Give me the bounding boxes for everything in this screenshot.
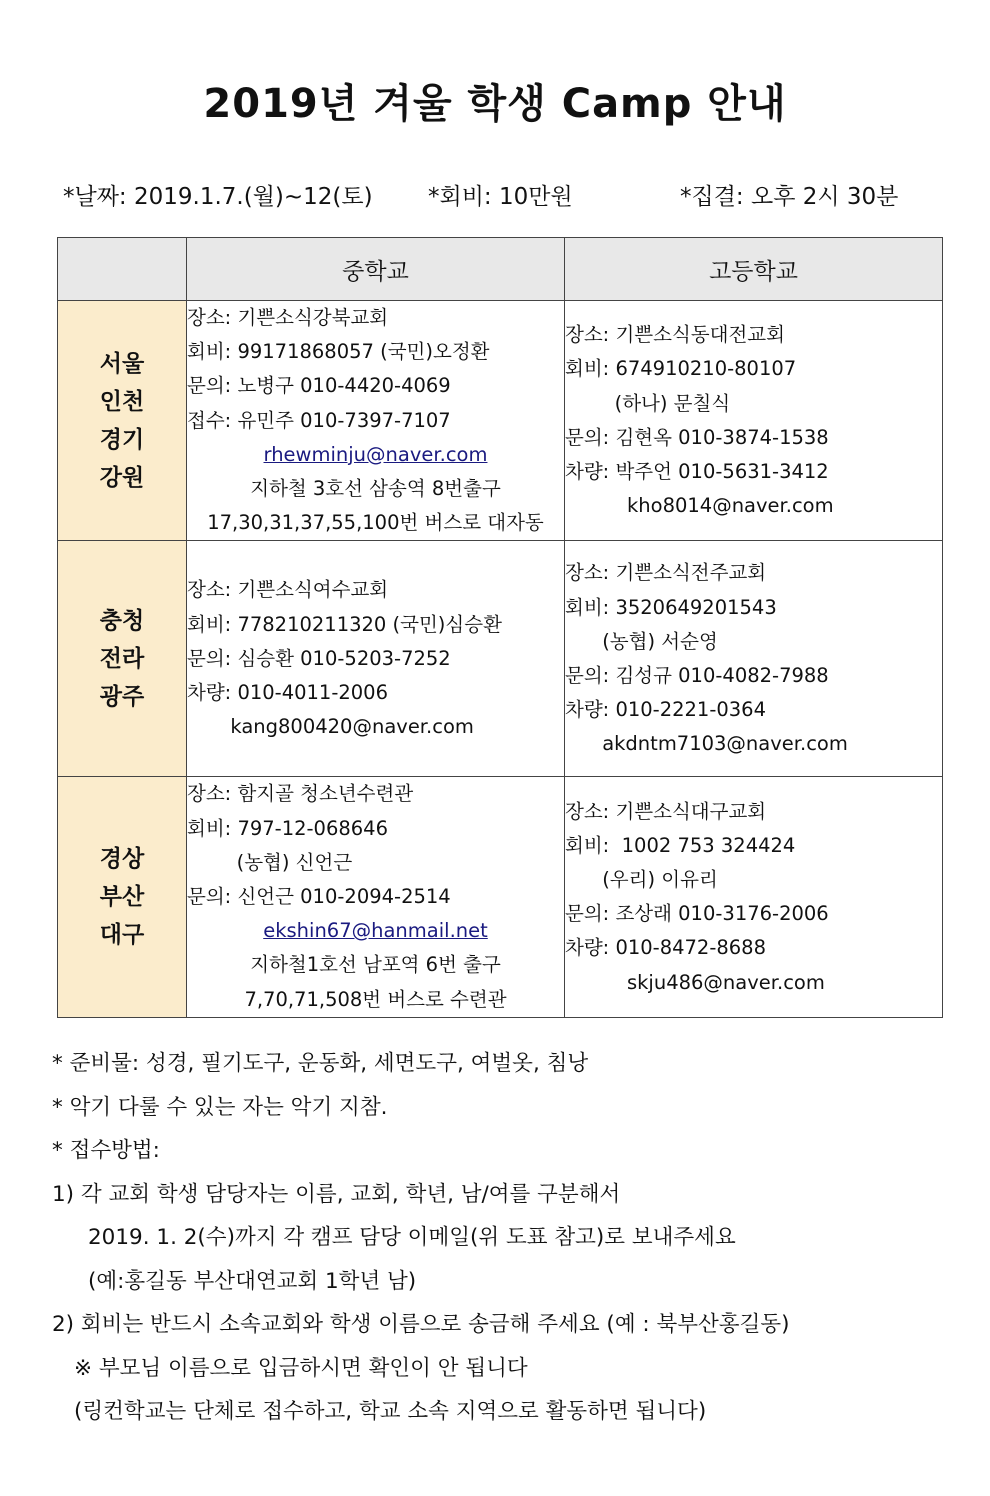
note-line: 2) 회비는 반드시 소속교회와 학생 이름으로 송금해 주세요 (예 : 북부산홍길동) [52,1312,790,1337]
page-title: 2019년 겨울 학생 Camp 안내 [203,81,787,127]
info-line: 장소: 함지골 청소년수련관 [187,782,414,806]
table-header-row [58,238,943,301]
info-line: 장소: 기쁜소식대구교회 [565,799,767,823]
info-line: 차량: 010-4011-2006 [187,681,388,705]
header-region [58,238,187,301]
info-line: 회비: 3520649201543 [565,595,777,619]
info-line: (하나) 문칠식 [565,391,731,415]
info-line: 차량: 010-2221-0364 [565,698,766,722]
camp-fee: *회비: 10만원 [428,184,573,210]
notes-section [52,1042,790,1434]
region-name: 전라 [99,645,145,672]
info-line: 7,70,71,508번 버스로 수련관 [244,987,507,1011]
info-line: skju486@naver.com [565,970,825,994]
info-line: 장소: 기쁜소식전주교회 [565,561,767,585]
info-line: (우리) 이유리 [565,867,718,891]
info-line: 장소: 기쁜소식강북교회 [187,306,389,329]
region-name: 인천 [99,388,145,415]
info-line: akdntm7103@naver.com [565,732,848,756]
high-school-cell [565,541,943,777]
note-line: * 준비물: 성경, 필기도구, 운동화, 세면도구, 여벌옷, 침낭 [52,1051,589,1076]
note-line: 2019. 1. 2(수)까지 각 캠프 담당 이메일(위 도표 참고)로 보내주세요 [88,1225,736,1250]
info-line: 장소: 기쁜소식여수교회 [187,578,389,602]
email-link[interactable]: ekshin67@hanmail.net [263,919,488,943]
info-line: 회비: 797-12-068646 [187,816,388,840]
info-line: 회비: 778210211320 (국민)심승환 [187,612,502,636]
table-row [58,777,943,1017]
info-line: 문의: 김성규 010-4082-7988 [565,663,829,687]
region-name: 강원 [99,464,145,491]
info-line: 문의: 조상래 010-3176-2006 [565,902,829,926]
middle-school-cell [187,541,565,777]
table-row [58,541,943,777]
region-name: 부산 [99,884,145,911]
camp-date: *날짜: 2019.1.7.(월)~12(토) [63,184,373,210]
info-line: kang800420@naver.com [187,715,474,739]
email-link[interactable]: rhewminju@naver.com [263,442,488,466]
middle-school-cell [187,777,565,1017]
note-line: 1) 각 교회 학생 담당자는 이름, 교회, 학년, 남/여를 구분해서 [52,1181,621,1207]
info-line: 회비: 99171868057 (국민)오정환 [187,340,490,364]
camp-table [57,237,943,1018]
info-line: 회비: 674910210-80107 [565,357,797,381]
info-line: 접수: 유민주 010-7397-7107 [187,408,451,432]
info-line: (농협) 서순영 [565,629,718,653]
note-line: (링컨학교는 단체로 접수하고, 학교 소속 지역으로 활동하면 됩니다) [74,1399,707,1424]
info-line: 지하철1호선 남포역 6번 출구 [250,953,501,977]
info-line: (농협) 신언근 [187,850,353,874]
region-name: 광주 [99,683,145,710]
table-row [58,301,943,541]
region-name: 충청 [99,607,145,634]
info-line: 지하철 3호선 삼송역 8번출구 [250,477,501,501]
region-cell [58,777,187,1017]
note-line: * 접수방법: [52,1138,160,1163]
info-line: 문의: 신언근 010-2094-2514 [187,885,451,909]
region-cell [58,541,187,777]
info-line: 차량: 010-8472-8688 [565,936,766,960]
header-high-school: 고등학교 [565,238,943,301]
camp-gathering-time: *집결: 오후 2시 30분 [680,184,899,210]
info-line: 17,30,31,37,55,100번 버스로 대자동 [207,511,544,535]
info-line: 회비: 1002 753 324424 [565,833,796,857]
info-line: 문의: 김현옥 010-3874-1538 [565,425,829,449]
high-school-cell [565,301,943,541]
middle-school-cell [187,301,565,541]
region-cell [58,301,187,541]
header-middle-school: 중학교 [187,238,565,301]
high-school-cell [565,777,943,1017]
region-name: 경기 [99,426,145,453]
region-name: 경상 [99,846,145,873]
note-line: (예:홍길동 부산대연교회 1학년 남) [88,1268,417,1294]
info-line: 차량: 박주언 010-5631-3412 [565,459,829,483]
info-line: kho8014@naver.com [565,494,834,518]
info-line: 장소: 기쁜소식동대전교회 [565,323,785,347]
note-line: * 악기 다룰 수 있는 자는 악기 지참. [52,1094,388,1120]
info-line: 문의: 심승환 010-5203-7252 [187,646,451,670]
region-name: 대구 [99,922,145,949]
note-line: ※ 부모님 이름으로 입금하시면 확인이 안 됩니다 [74,1355,528,1381]
info-line: 문의: 노병구 010-4420-4069 [187,374,451,398]
region-name: 서울 [99,350,145,377]
